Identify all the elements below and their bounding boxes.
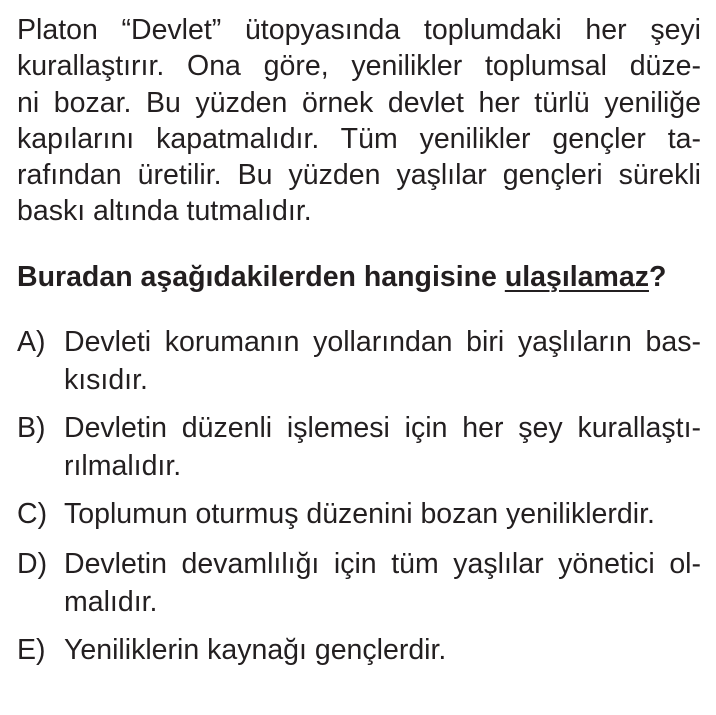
option-letter: B) (17, 412, 46, 444)
passage-paragraph (17, 12, 701, 230)
option-text (64, 409, 701, 485)
passage-line: rafından üretilir. Bu yüzden yaşlılar gençleri sürekli (17, 159, 701, 192)
option-letter: D) (17, 548, 48, 580)
option-line: Toplumun oturmuş düzenini bozan yeniliklerdir. (64, 498, 655, 530)
option-letter: E) (17, 634, 46, 666)
passage-line: kurallaştırır. Ona göre, yenilikler toplumsal düze- (17, 50, 701, 83)
option-text (64, 631, 701, 669)
option-text (64, 545, 701, 621)
option-line: malıdır. (64, 586, 158, 618)
question-prefix: Buradan aşağıdakilerden hangisine (17, 261, 505, 293)
question-emphasis: ulaşılamaz (504, 261, 649, 293)
option-line: kısıdır. (64, 364, 148, 396)
option-letter: C) (17, 498, 48, 530)
option-line: Devletin devamlılığı için tüm yaşlılar yönetici ol- (64, 548, 701, 580)
option-line: Yeniliklerin kaynağı gençlerdir. (64, 634, 447, 666)
option-line: rılmalıdır. (64, 450, 182, 482)
passage-line: ni bozar. Bu yüzden örnek devlet her türlü yeniliğe (17, 86, 701, 119)
option-text (64, 323, 701, 399)
option-text (64, 495, 701, 533)
question-stem (17, 257, 701, 297)
passage-line: kapılarını kapatmalıdır. Tüm yenilikler gençler ta- (17, 122, 701, 155)
passage-line: Platon “Devlet” ütopyasında toplumdaki her şeyi (17, 14, 701, 46)
option-line: Devletin düzenli işlemesi için her şey kurallaştı- (64, 412, 701, 444)
passage-line: baskı altında tutmalıdır. (17, 195, 312, 228)
question-suffix: ? (648, 261, 667, 293)
option-letter: A) (17, 326, 46, 358)
option-line: Devleti korumanın yollarından biri yaşlıların bas- (64, 326, 701, 358)
